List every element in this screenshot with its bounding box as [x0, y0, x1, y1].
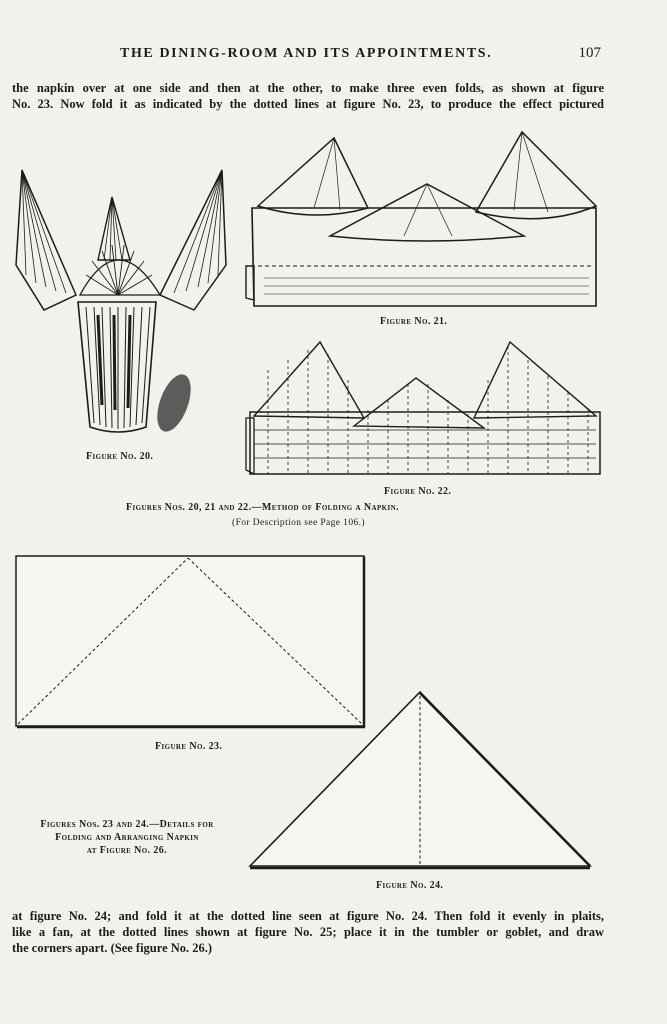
caption-line: Figures Nos. 23 and 24.—Details for	[40, 819, 214, 830]
closing-line: at figure No. 24; and fold it at the dotted line seen at figure No. 24. Then fold it evenly in plaits,	[12, 909, 604, 923]
intro-paragraph	[12, 80, 604, 112]
figure-24-illustration	[246, 690, 596, 872]
caption-line: Folding and Arranging Napkin	[55, 832, 199, 843]
page-header	[0, 46, 667, 66]
figure-22-illustration	[244, 340, 604, 480]
intro-line: No. 23. Now fold it as indicated by the dotted lines at figure No. 23, to produce the effect pictured	[12, 97, 604, 111]
running-head: THE DINING-ROOM AND ITS APPOINTMENTS.	[120, 46, 493, 61]
figure-21-illustration	[244, 128, 604, 310]
figure-23-label: Figure No. 23.	[155, 741, 223, 752]
figures-20-22-caption: Figures Nos. 20, 21 and 22.—Method of Folding a Napkin.	[126, 502, 399, 513]
figures-20-22-subcaption: (For Description see Page 106.)	[232, 518, 365, 528]
figure-20-label: Figure No. 20.	[86, 451, 154, 462]
intro-line: the napkin over at one side and then at the other, to make three even folds, as shown at figure	[12, 81, 604, 95]
figure-24-label: Figure No. 24.	[376, 880, 444, 891]
figure-20-illustration	[14, 165, 229, 445]
closing-paragraph	[12, 908, 604, 956]
closing-line: the corners apart. (See figure No. 26.)	[12, 941, 213, 955]
caption-line: at Figure No. 26.	[86, 845, 168, 856]
page-number: 107	[578, 45, 601, 61]
figure-22-label: Figure No. 22.	[384, 486, 452, 497]
figures-23-24-caption	[16, 818, 238, 857]
figure-21-label: Figure No. 21.	[380, 316, 448, 327]
closing-line: like a fan, at the dotted lines shown at figure No. 25; place it in the tumbler or goblet, and draw	[12, 925, 604, 939]
